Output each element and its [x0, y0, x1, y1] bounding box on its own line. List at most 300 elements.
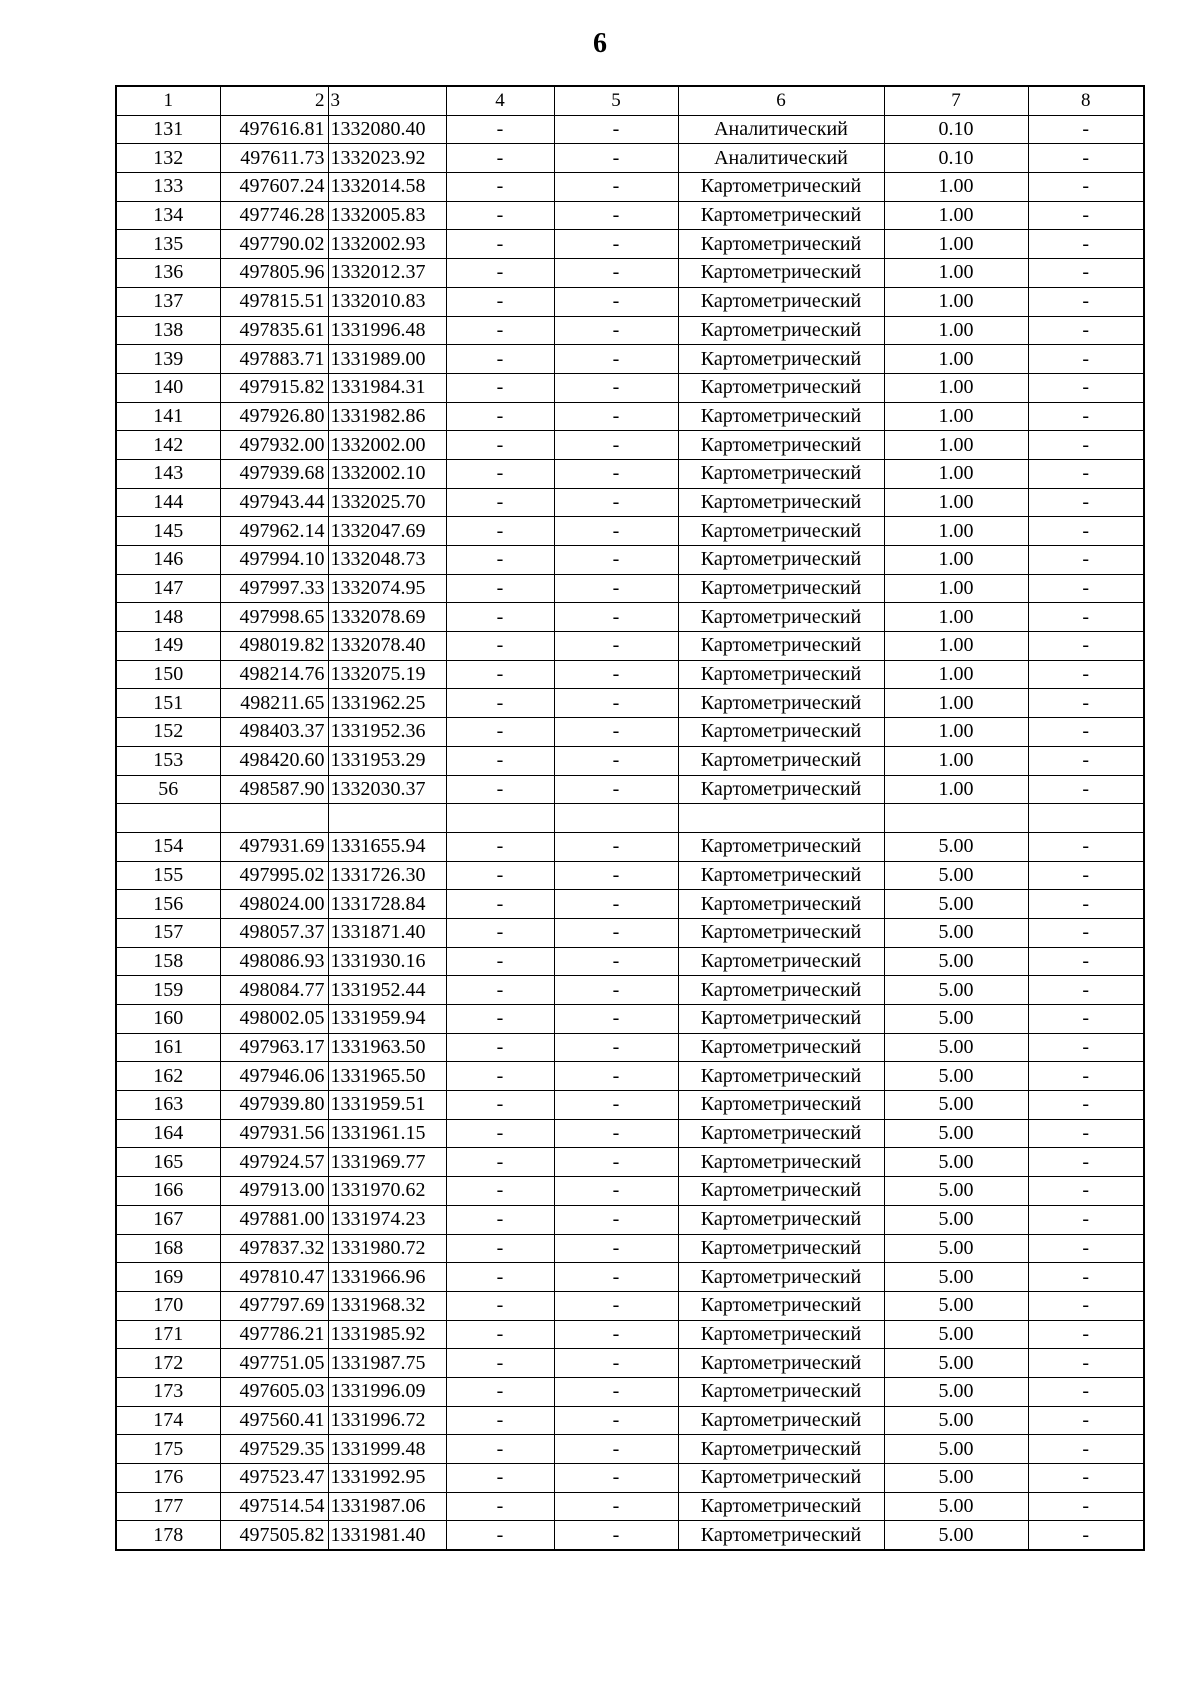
cell-col-4: -	[446, 230, 554, 259]
cell-col-5: -	[554, 230, 678, 259]
cell-coord-y	[328, 804, 446, 833]
cell-coord-x: 497962.14	[220, 517, 328, 546]
cell-coord-y: 1332030.37	[328, 775, 446, 804]
cell-col-4: -	[446, 746, 554, 775]
cell-method: Картометрический	[678, 1492, 884, 1521]
cell-method: Картометрический	[678, 1033, 884, 1062]
cell-col-5: -	[554, 1119, 678, 1148]
cell-point-number: 168	[116, 1234, 220, 1263]
table-row	[116, 890, 1144, 919]
cell-col-4: -	[446, 832, 554, 861]
table-row	[116, 1205, 1144, 1234]
cell-col-8: -	[1028, 345, 1144, 374]
cell-coord-x: 498084.77	[220, 976, 328, 1005]
cell-coord-y: 1331984.31	[328, 373, 446, 402]
cell-col-4: -	[446, 947, 554, 976]
cell-col-4: -	[446, 1435, 554, 1464]
cell-coord-y: 1331981.40	[328, 1521, 446, 1550]
cell-accuracy: 1.00	[884, 459, 1028, 488]
cell-col-5: -	[554, 1205, 678, 1234]
page-number: 6	[593, 28, 607, 59]
cell-col-8: -	[1028, 574, 1144, 603]
cell-col-8: -	[1028, 402, 1144, 431]
table-row	[116, 402, 1144, 431]
cell-accuracy: 5.00	[884, 1062, 1028, 1091]
cell-point-number: 145	[116, 517, 220, 546]
cell-method: Картометрический	[678, 718, 884, 747]
cell-col-8: -	[1028, 431, 1144, 460]
cell-coord-x: 498587.90	[220, 775, 328, 804]
cell-method: Картометрический	[678, 1377, 884, 1406]
table-row	[116, 1291, 1144, 1320]
cell-col-8: -	[1028, 1091, 1144, 1120]
cell-coord-x: 497998.65	[220, 603, 328, 632]
cell-coord-y: 1331989.00	[328, 345, 446, 374]
cell-col-5: -	[554, 775, 678, 804]
table-row	[116, 832, 1144, 861]
cell-coord-x: 497963.17	[220, 1033, 328, 1062]
cell-point-number: 177	[116, 1492, 220, 1521]
cell-col-4: -	[446, 1377, 554, 1406]
cell-col-5: -	[554, 115, 678, 144]
cell-accuracy: 1.00	[884, 689, 1028, 718]
cell-col-4: -	[446, 660, 554, 689]
cell-coord-y: 1331728.84	[328, 890, 446, 919]
cell-col-4: -	[446, 488, 554, 517]
cell-method: Аналитический	[678, 115, 884, 144]
cell-coord-y: 1331952.36	[328, 718, 446, 747]
cell-col-4: -	[446, 1062, 554, 1091]
cell-coord-y: 1331968.32	[328, 1291, 446, 1320]
table-row	[116, 718, 1144, 747]
cell-coord-x: 497805.96	[220, 259, 328, 288]
cell-col-5: -	[554, 1033, 678, 1062]
cell-coord-y: 1332074.95	[328, 574, 446, 603]
cell-coord-y: 1331966.96	[328, 1263, 446, 1292]
table-row	[116, 517, 1144, 546]
cell-col-4: -	[446, 1349, 554, 1378]
cell-coord-x: 497931.56	[220, 1119, 328, 1148]
cell-col-4: -	[446, 1521, 554, 1550]
cell-accuracy: 5.00	[884, 1349, 1028, 1378]
header-cell: 4	[446, 86, 554, 115]
cell-coord-x: 497616.81	[220, 115, 328, 144]
table-row	[116, 144, 1144, 173]
cell-col-4: -	[446, 1148, 554, 1177]
cell-col-4: -	[446, 603, 554, 632]
cell-col-8: -	[1028, 1521, 1144, 1550]
cell-col-5: -	[554, 1435, 678, 1464]
cell-coord-x: 497607.24	[220, 173, 328, 202]
cell-point-number: 154	[116, 832, 220, 861]
cell-accuracy: 5.00	[884, 1291, 1028, 1320]
cell-accuracy: 1.00	[884, 603, 1028, 632]
cell-col-8: -	[1028, 775, 1144, 804]
cell-col-8: -	[1028, 1177, 1144, 1206]
cell-accuracy: 1.00	[884, 173, 1028, 202]
cell-method: Картометрический	[678, 574, 884, 603]
cell-coord-x: 497837.32	[220, 1234, 328, 1263]
cell-col-8: -	[1028, 1291, 1144, 1320]
cell-accuracy: 1.00	[884, 402, 1028, 431]
cell-col-4: -	[446, 1091, 554, 1120]
cell-col-4: -	[446, 1406, 554, 1435]
cell-accuracy: 0.10	[884, 144, 1028, 173]
table-row	[116, 603, 1144, 632]
table-row	[116, 660, 1144, 689]
table-row	[116, 1349, 1144, 1378]
table-row	[116, 230, 1144, 259]
cell-point-number: 172	[116, 1349, 220, 1378]
cell-col-8: -	[1028, 546, 1144, 575]
table-row	[116, 1148, 1144, 1177]
cell-method: Картометрический	[678, 431, 884, 460]
cell-accuracy: 5.00	[884, 1234, 1028, 1263]
cell-accuracy: 1.00	[884, 201, 1028, 230]
cell-accuracy: 5.00	[884, 832, 1028, 861]
cell-col-5: -	[554, 1062, 678, 1091]
cell-method: Картометрический	[678, 1406, 884, 1435]
cell-coord-x: 497790.02	[220, 230, 328, 259]
cell-method: Картометрический	[678, 918, 884, 947]
cell-accuracy: 5.00	[884, 1119, 1028, 1148]
cell-col-5: -	[554, 1177, 678, 1206]
cell-coord-y: 1332005.83	[328, 201, 446, 230]
cell-method: Картометрический	[678, 345, 884, 374]
cell-accuracy: 5.00	[884, 861, 1028, 890]
cell-col-4: -	[446, 861, 554, 890]
cell-col-5: -	[554, 173, 678, 202]
cell-method: Картометрический	[678, 459, 884, 488]
cell-col-8: -	[1028, 1435, 1144, 1464]
cell-col-4: -	[446, 373, 554, 402]
cell-coord-x: 497926.80	[220, 402, 328, 431]
cell-point-number: 131	[116, 115, 220, 144]
cell-coord-x: 497797.69	[220, 1291, 328, 1320]
cell-accuracy: 1.00	[884, 373, 1028, 402]
header-cell: 1	[116, 86, 220, 115]
cell-col-4: -	[446, 144, 554, 173]
cell-coord-x: 497995.02	[220, 861, 328, 890]
cell-method: Картометрический	[678, 1349, 884, 1378]
cell-col-5: -	[554, 1349, 678, 1378]
table-row	[116, 201, 1144, 230]
cell-col-8: -	[1028, 1148, 1144, 1177]
cell-col-4: -	[446, 1033, 554, 1062]
table-row	[116, 574, 1144, 603]
cell-accuracy: 1.00	[884, 488, 1028, 517]
cell-col-5: -	[554, 746, 678, 775]
cell-point-number: 163	[116, 1091, 220, 1120]
cell-coord-y: 1331871.40	[328, 918, 446, 947]
cell-method: Картометрический	[678, 746, 884, 775]
cell-accuracy: 1.00	[884, 746, 1028, 775]
cell-method: Картометрический	[678, 546, 884, 575]
cell-method: Картометрический	[678, 1005, 884, 1034]
cell-point-number: 153	[116, 746, 220, 775]
cell-accuracy: 5.00	[884, 1177, 1028, 1206]
cell-point-number: 139	[116, 345, 220, 374]
cell-accuracy: 5.00	[884, 1377, 1028, 1406]
cell-col-8: -	[1028, 689, 1144, 718]
cell-method: Картометрический	[678, 173, 884, 202]
cell-col-5: -	[554, 1492, 678, 1521]
cell-col-5: -	[554, 1148, 678, 1177]
cell-coord-x: 497611.73	[220, 144, 328, 173]
cell-coord-y: 1332023.92	[328, 144, 446, 173]
cell-point-number: 133	[116, 173, 220, 202]
cell-col-8: -	[1028, 832, 1144, 861]
cell-accuracy: 0.10	[884, 115, 1028, 144]
cell-col-5: -	[554, 603, 678, 632]
cell-accuracy: 5.00	[884, 1033, 1028, 1062]
cell-coord-y: 1332075.19	[328, 660, 446, 689]
cell-coord-x: 497997.33	[220, 574, 328, 603]
cell-col-8: -	[1028, 1406, 1144, 1435]
cell-coord-y: 1331987.75	[328, 1349, 446, 1378]
cell-point-number: 151	[116, 689, 220, 718]
cell-col-5: -	[554, 632, 678, 661]
cell-accuracy: 5.00	[884, 918, 1028, 947]
cell-coord-x: 497560.41	[220, 1406, 328, 1435]
cell-col-8: -	[1028, 947, 1144, 976]
cell-col-8: -	[1028, 259, 1144, 288]
cell-col-5: -	[554, 1263, 678, 1292]
cell-coord-y: 1331987.06	[328, 1492, 446, 1521]
cell-method: Картометрический	[678, 1148, 884, 1177]
cell-col-5: -	[554, 1234, 678, 1263]
cell-coord-y: 1332047.69	[328, 517, 446, 546]
cell-col-4: -	[446, 345, 554, 374]
cell-accuracy: 5.00	[884, 947, 1028, 976]
cell-coord-y: 1331952.44	[328, 976, 446, 1005]
cell-point-number: 141	[116, 402, 220, 431]
cell-coord-y: 1331959.51	[328, 1091, 446, 1120]
cell-coord-y: 1332078.69	[328, 603, 446, 632]
cell-point-number: 132	[116, 144, 220, 173]
cell-accuracy: 5.00	[884, 1091, 1028, 1120]
cell-coord-x: 498420.60	[220, 746, 328, 775]
cell-col-5: -	[554, 947, 678, 976]
cell-accuracy: 1.00	[884, 632, 1028, 661]
cell-col-5: -	[554, 890, 678, 919]
cell-col-5: -	[554, 1377, 678, 1406]
cell-accuracy: 1.00	[884, 775, 1028, 804]
cell-coord-y: 1331961.15	[328, 1119, 446, 1148]
cell-col-4: -	[446, 459, 554, 488]
header-cell: 6	[678, 86, 884, 115]
cell-method: Картометрический	[678, 861, 884, 890]
cell-point-number: 167	[116, 1205, 220, 1234]
cell-method: Картометрический	[678, 402, 884, 431]
cell-point-number: 148	[116, 603, 220, 632]
table-row	[116, 918, 1144, 947]
cell-col-5: -	[554, 861, 678, 890]
cell-col-5: -	[554, 1320, 678, 1349]
cell-coord-y: 1331980.72	[328, 1234, 446, 1263]
cell-col-4: -	[446, 316, 554, 345]
table-row	[116, 947, 1144, 976]
cell-point-number: 150	[116, 660, 220, 689]
cell-col-8: -	[1028, 603, 1144, 632]
cell-col-5: -	[554, 1521, 678, 1550]
cell-col-5: -	[554, 1091, 678, 1120]
cell-coord-y: 1332025.70	[328, 488, 446, 517]
cell-accuracy: 1.00	[884, 316, 1028, 345]
cell-coord-x: 497994.10	[220, 546, 328, 575]
cell-coord-y: 1331655.94	[328, 832, 446, 861]
cell-point-number: 169	[116, 1263, 220, 1292]
cell-col-5: -	[554, 431, 678, 460]
cell-col-4: -	[446, 718, 554, 747]
cell-accuracy: 1.00	[884, 517, 1028, 546]
table-row	[116, 1521, 1144, 1550]
table-row	[116, 861, 1144, 890]
cell-point-number: 158	[116, 947, 220, 976]
cell-method: Картометрический	[678, 1177, 884, 1206]
cell-col-4	[446, 804, 554, 833]
cell-method: Картометрический	[678, 1119, 884, 1148]
cell-coord-x: 497746.28	[220, 201, 328, 230]
cell-col-8: -	[1028, 459, 1144, 488]
cell-col-8: -	[1028, 230, 1144, 259]
cell-col-5: -	[554, 546, 678, 575]
cell-point-number: 56	[116, 775, 220, 804]
cell-coord-x: 497835.61	[220, 316, 328, 345]
cell-coord-x	[220, 804, 328, 833]
cell-col-5: -	[554, 689, 678, 718]
cell-coord-x: 498086.93	[220, 947, 328, 976]
cell-accuracy: 5.00	[884, 1464, 1028, 1493]
cell-col-8: -	[1028, 1349, 1144, 1378]
cell-coord-y: 1332002.93	[328, 230, 446, 259]
cell-point-number: 175	[116, 1435, 220, 1464]
cell-col-4: -	[446, 431, 554, 460]
table-row	[116, 1406, 1144, 1435]
cell-col-5: -	[554, 459, 678, 488]
cell-coord-x: 497931.69	[220, 832, 328, 861]
cell-col-4: -	[446, 574, 554, 603]
cell-coord-y: 1331953.29	[328, 746, 446, 775]
table-row	[116, 1377, 1144, 1406]
table-row	[116, 632, 1144, 661]
cell-method	[678, 804, 884, 833]
cell-col-5: -	[554, 718, 678, 747]
cell-col-5: -	[554, 1291, 678, 1320]
cell-coord-y: 1331963.50	[328, 1033, 446, 1062]
cell-method: Картометрический	[678, 488, 884, 517]
cell-col-5: -	[554, 287, 678, 316]
cell-col-8: -	[1028, 890, 1144, 919]
cell-col-5: -	[554, 574, 678, 603]
header-cell: 3	[328, 86, 446, 115]
cell-col-8: -	[1028, 115, 1144, 144]
cell-coord-y: 1331962.25	[328, 689, 446, 718]
cell-col-8: -	[1028, 373, 1144, 402]
table-row	[116, 1119, 1144, 1148]
table-row	[116, 1005, 1144, 1034]
cell-point-number: 178	[116, 1521, 220, 1550]
cell-col-8: -	[1028, 632, 1144, 661]
table-row	[116, 287, 1144, 316]
table-row	[116, 1263, 1144, 1292]
cell-point-number: 140	[116, 373, 220, 402]
cell-col-8: -	[1028, 1062, 1144, 1091]
cell-accuracy: 1.00	[884, 574, 1028, 603]
cell-coord-y: 1331992.95	[328, 1464, 446, 1493]
table-row	[116, 431, 1144, 460]
table-body	[116, 86, 1144, 1550]
cell-coord-y: 1331930.16	[328, 947, 446, 976]
cell-col-8: -	[1028, 746, 1144, 775]
cell-coord-x: 498403.37	[220, 718, 328, 747]
cell-method: Картометрический	[678, 947, 884, 976]
cell-point-number: 174	[116, 1406, 220, 1435]
cell-col-4: -	[446, 689, 554, 718]
cell-coord-x: 498211.65	[220, 689, 328, 718]
cell-col-5: -	[554, 1464, 678, 1493]
cell-point-number: 161	[116, 1033, 220, 1062]
cell-point-number: 138	[116, 316, 220, 345]
cell-coord-x: 498214.76	[220, 660, 328, 689]
cell-coord-x: 497810.47	[220, 1263, 328, 1292]
cell-method: Картометрический	[678, 632, 884, 661]
cell-accuracy: 1.00	[884, 287, 1028, 316]
cell-col-4: -	[446, 1263, 554, 1292]
cell-coord-x: 497939.80	[220, 1091, 328, 1120]
cell-col-8: -	[1028, 918, 1144, 947]
coordinates-table	[115, 85, 1145, 1551]
cell-coord-y: 1331982.86	[328, 402, 446, 431]
cell-method: Картометрический	[678, 1263, 884, 1292]
cell-col-8: -	[1028, 976, 1144, 1005]
cell-point-number: 176	[116, 1464, 220, 1493]
header-cell: 7	[884, 86, 1028, 115]
cell-col-8: -	[1028, 1119, 1144, 1148]
cell-col-4: -	[446, 1177, 554, 1206]
cell-coord-y: 1332010.83	[328, 287, 446, 316]
cell-col-5: -	[554, 517, 678, 546]
cell-accuracy: 1.00	[884, 546, 1028, 575]
cell-col-5: -	[554, 373, 678, 402]
cell-point-number: 134	[116, 201, 220, 230]
cell-coord-y: 1332048.73	[328, 546, 446, 575]
table-row	[116, 1033, 1144, 1062]
cell-accuracy: 1.00	[884, 718, 1028, 747]
cell-coord-y: 1332080.40	[328, 115, 446, 144]
header-cell: 5	[554, 86, 678, 115]
cell-coord-x: 497529.35	[220, 1435, 328, 1464]
cell-method: Картометрический	[678, 201, 884, 230]
cell-point-number: 147	[116, 574, 220, 603]
cell-method: Картометрический	[678, 976, 884, 1005]
cell-method: Картометрический	[678, 1205, 884, 1234]
table-row	[116, 1234, 1144, 1263]
cell-col-4: -	[446, 517, 554, 546]
cell-point-number: 166	[116, 1177, 220, 1206]
table-row	[116, 976, 1144, 1005]
cell-point-number: 164	[116, 1119, 220, 1148]
cell-col-8: -	[1028, 1377, 1144, 1406]
cell-coord-y: 1332012.37	[328, 259, 446, 288]
cell-coord-x: 497605.03	[220, 1377, 328, 1406]
cell-col-5	[554, 804, 678, 833]
cell-coord-y: 1331970.62	[328, 1177, 446, 1206]
cell-method: Картометрический	[678, 660, 884, 689]
cell-col-4: -	[446, 287, 554, 316]
cell-point-number: 157	[116, 918, 220, 947]
table-row	[116, 1492, 1144, 1521]
